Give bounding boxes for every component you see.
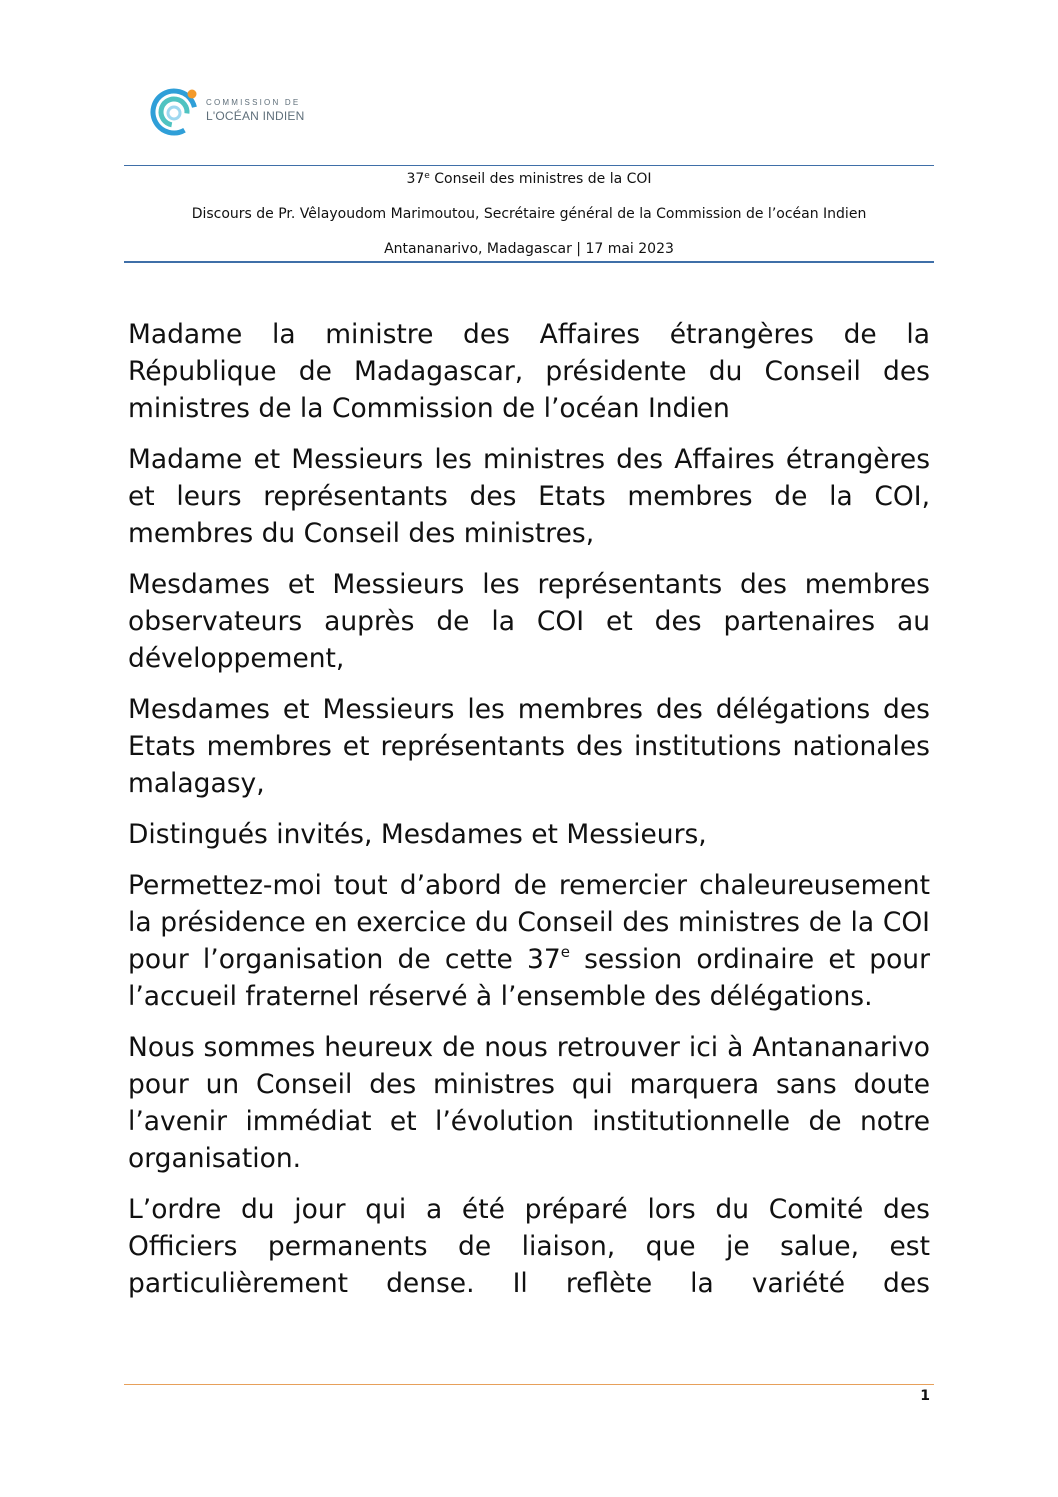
footer-rule xyxy=(124,1384,934,1385)
paragraph-1: Madame la ministre des Affaires étrangères de la République de Madagascar, présidente du Conseil des ministres de la Commission de l’océan Indien xyxy=(128,319,930,424)
paragraph-5: Distingués invités, Mesdames et Messieurs, xyxy=(128,819,707,850)
event-number: 37 xyxy=(406,171,425,187)
paragraph-6-end: session ordinaire et pour l’accueil fraternel réservé à l’ensemble des délégations. xyxy=(128,944,930,1012)
place-date: Antananarivo, Madagascar | 17 mai 2023 xyxy=(384,241,674,257)
paragraph-7: Nous sommes heureux de nous retrouver ici à Antananarivo pour un Conseil des ministres qui marquera sans doute l’avenir immédiat et l’évolution institutionnelle de notre organisation. xyxy=(128,1032,930,1174)
paragraph-6-ordinal-suffix: e xyxy=(560,943,570,961)
event-name: Conseil des ministres de la COI xyxy=(429,171,652,187)
paragraph-6-start: Permettez-moi tout d’abord de remercier chaleureusement la présidence en exercice du Conseil des ministres de la COI pour l’organisation de cette 37 xyxy=(128,870,930,975)
paragraph-8: L’ordre du jour qui a été préparé lors du Comité des Officiers permanents de liaison, que je salue, est particulièrement dense. Il reflète la variété des xyxy=(128,1194,930,1299)
coi-logo-text xyxy=(206,99,304,122)
document-header xyxy=(124,165,934,263)
speech-body xyxy=(128,316,930,1316)
paragraph-3: Mesdames et Messieurs les représentants des membres observateurs auprès de la COI et des partenaires au développement, xyxy=(128,569,930,674)
paragraph-2: Madame et Messieurs les ministres des Affaires étrangères et leurs représentants des Etats membres de la COI, membres du Conseil des ministres, xyxy=(128,444,930,549)
logo-line-2: L'OCÉAN INDIEN xyxy=(206,109,305,123)
event-title xyxy=(124,171,934,187)
page-number: 1 xyxy=(920,1388,930,1404)
paragraph-4: Mesdames et Messieurs les membres des délégations des Etats membres et représentants des institutions nationales malagasy, xyxy=(128,694,930,799)
speech-title: Discours de Pr. Vêlayoudom Marimoutou, Secrétaire général de la Commission de l’océan Indien xyxy=(191,206,867,222)
logo-line-1: COMMISSION DE xyxy=(206,98,301,107)
event-ordinal-suffix: e xyxy=(424,171,430,181)
coi-logo-emblem-icon xyxy=(150,82,206,142)
paragraph-6 xyxy=(128,867,930,1015)
coi-logo xyxy=(150,82,350,142)
